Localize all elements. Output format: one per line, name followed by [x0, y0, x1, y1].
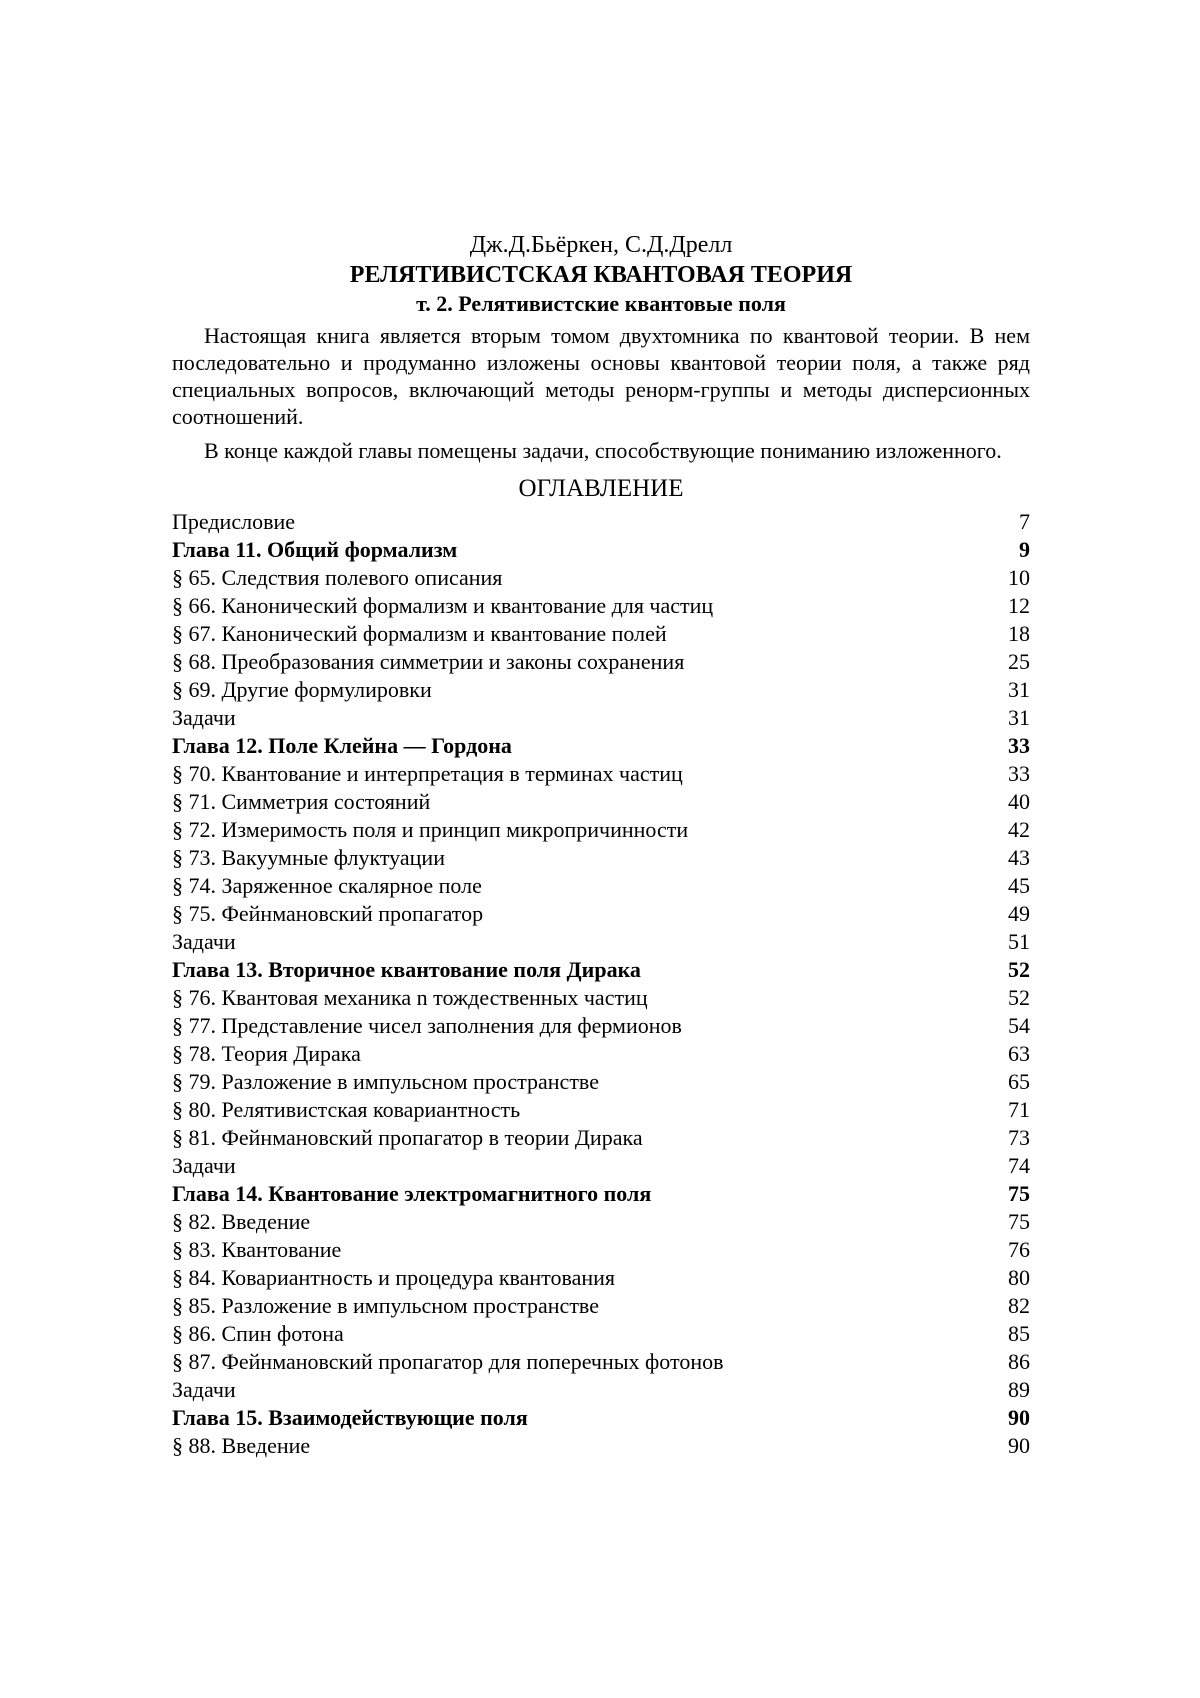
toc-entry-row: [172, 1432, 1030, 1460]
toc-page-number: 18: [1008, 621, 1030, 646]
toc-entry-row: [172, 592, 1030, 620]
toc-page-number: 43: [1008, 845, 1030, 870]
toc-entry-row: [172, 872, 1030, 900]
toc-page-number: 31: [1008, 705, 1030, 730]
toc-entry-row: [172, 844, 1030, 872]
toc-page-number: 52: [1008, 957, 1030, 982]
toc-page-number: 82: [1008, 1293, 1030, 1318]
table-of-contents: [172, 508, 1030, 1460]
toc-page-number: 65: [1008, 1069, 1030, 1094]
toc-entry-title: § 75. Фейнмановский пропагатор: [172, 901, 484, 926]
toc-page-number: 51: [1008, 929, 1030, 954]
toc-chapter-row: [172, 1180, 1030, 1208]
toc-entry-title: § 74. Заряженное скалярное поле: [172, 873, 482, 898]
toc-heading: ОГЛАВЛЕНИЕ: [518, 475, 684, 502]
toc-entry-title: § 77. Представление чисел заполнения для фермионов: [172, 1013, 682, 1038]
toc-entry-row: [172, 1264, 1030, 1292]
toc-entry-title: § 71. Симметрия состояний: [172, 789, 431, 814]
toc-page-number: 89: [1008, 1377, 1030, 1402]
toc-entry-row: [172, 1068, 1030, 1096]
toc-entry-row: [172, 1292, 1030, 1320]
toc-page-number: 10: [1008, 565, 1030, 590]
toc-entry-title: § 86. Спин фотона: [172, 1321, 344, 1346]
toc-entry-title: § 72. Измеримость поля и принцип микропричинности: [172, 817, 689, 842]
toc-chapter-row: [172, 1404, 1030, 1432]
toc-page-number: 63: [1008, 1041, 1030, 1066]
toc-entry-title: Задачи: [172, 705, 236, 730]
toc-entry-title: § 76. Квантовая механика n тождественных частиц: [172, 985, 648, 1010]
toc-entry-row: [172, 508, 1030, 536]
toc-entry-row: [172, 900, 1030, 928]
toc-page-number: 90: [1008, 1433, 1030, 1458]
toc-page-number: 45: [1008, 873, 1030, 898]
toc-entry-row: [172, 1012, 1030, 1040]
toc-page-number: 90: [1008, 1405, 1030, 1430]
toc-entry-title: Глава 15. Взаимодействующие поля: [172, 1405, 528, 1430]
toc-page-number: 75: [1008, 1209, 1030, 1234]
toc-entry-title: Задачи: [172, 1153, 236, 1178]
toc-entry-row: [172, 676, 1030, 704]
toc-entry-row: [172, 984, 1030, 1012]
toc-page-number: 85: [1008, 1321, 1030, 1346]
toc-entry-row: [172, 704, 1030, 732]
toc-chapter-row: [172, 956, 1030, 984]
description-paragraph: В конце каждой главы помещены задачи, способствующие пониманию изложенного.: [204, 438, 1002, 463]
toc-entry-title: § 78. Теория Дирака: [172, 1041, 361, 1066]
book-title: РЕЛЯТИВИСТСКАЯ КВАНТОВАЯ ТЕОРИЯ: [349, 262, 853, 288]
toc-page-number: 9: [1019, 537, 1030, 562]
toc-page-number: 80: [1008, 1265, 1030, 1290]
toc-entry-row: [172, 1208, 1030, 1236]
toc-entry-title: § 65. Следствия полевого описания: [172, 565, 503, 590]
toc-chapter-row: [172, 536, 1030, 564]
book-subtitle: т. 2. Релятивистские квантовые поля: [416, 291, 786, 316]
toc-page-number: 31: [1008, 677, 1030, 702]
toc-page-number: 7: [1019, 509, 1030, 534]
toc-entry-title: § 85. Разложение в импульсном пространстве: [172, 1293, 599, 1318]
toc-entry-title: § 66. Канонический формализм и квантование для частиц: [172, 593, 714, 618]
toc-entry-title: § 69. Другие формулировки: [172, 677, 432, 702]
toc-entry-title: § 70. Квантование и интерпретация в терминах частиц: [172, 761, 683, 786]
toc-entry-title: § 67. Канонический формализм и квантование полей: [172, 621, 667, 646]
toc-entry-row: [172, 760, 1030, 788]
book-authors: Дж.Д.Бьёркен, С.Д.Дрелл: [469, 232, 733, 258]
toc-entry-row: [172, 648, 1030, 676]
toc-entry-row: [172, 1096, 1030, 1124]
toc-page-number: 86: [1008, 1349, 1030, 1374]
toc-page-number: 71: [1008, 1097, 1030, 1122]
toc-page-number: 52: [1008, 985, 1030, 1010]
toc-chapter-row: [172, 732, 1030, 760]
toc-page-number: 74: [1008, 1153, 1030, 1178]
toc-entry-title: § 88. Введение: [172, 1433, 311, 1458]
toc-entry-title: Предисловие: [172, 509, 295, 534]
toc-entry-row: [172, 564, 1030, 592]
toc-page-number: 33: [1008, 761, 1030, 786]
toc-page-number: 33: [1008, 733, 1030, 758]
toc-page-number: 76: [1008, 1237, 1030, 1262]
toc-entry-row: [172, 620, 1030, 648]
toc-entry-title: § 87. Фейнмановский пропагатор для поперечных фотонов: [172, 1349, 724, 1374]
toc-page-number: 75: [1008, 1181, 1030, 1206]
toc-entry-row: [172, 1040, 1030, 1068]
toc-entry-title: § 82. Введение: [172, 1209, 311, 1234]
toc-page-number: 25: [1008, 649, 1030, 674]
toc-entry-title: § 83. Квантование: [172, 1237, 342, 1262]
toc-entry-title: Глава 12. Поле Клейна — Гордона: [172, 733, 512, 758]
toc-entry-title: § 73. Вакуумные флуктуации: [172, 845, 445, 870]
toc-entry-row: [172, 788, 1030, 816]
toc-page-number: 49: [1008, 901, 1030, 926]
toc-entry-row: [172, 1348, 1030, 1376]
description-paragraph: Настоящая книга является вторым томом двухтомника по квантовой теории. В нем последовательно и продуманно изложены основы квантовой теории поля, а также ряд специальных вопросов, включающий методы ренорм-группы и методы дисперсионных соотношений.: [172, 323, 1030, 429]
toc-entry-row: [172, 816, 1030, 844]
toc-entry-title: Глава 14. Квантование электромагнитного поля: [172, 1181, 652, 1206]
toc-entry-row: [172, 1376, 1030, 1404]
toc-entry-row: [172, 1124, 1030, 1152]
toc-entry-title: Задачи: [172, 929, 236, 954]
toc-entry-row: [172, 1236, 1030, 1264]
toc-entry-title: § 79. Разложение в импульсном пространстве: [172, 1069, 599, 1094]
toc-entry-row: [172, 1152, 1030, 1180]
toc-page-number: 12: [1008, 593, 1030, 618]
toc-entry-row: [172, 928, 1030, 956]
toc-page-number: 54: [1008, 1013, 1030, 1038]
toc-entry-row: [172, 1320, 1030, 1348]
toc-entry-title: § 68. Преобразования симметрии и законы сохранения: [172, 649, 685, 674]
toc-entry-title: Глава 13. Вторичное квантование поля Дирака: [172, 957, 641, 982]
toc-entry-title: Задачи: [172, 1377, 236, 1402]
toc-page-number: 73: [1008, 1125, 1030, 1150]
toc-page-number: 42: [1008, 817, 1030, 842]
page-content: [172, 230, 1030, 1460]
toc-page-number: 40: [1008, 789, 1030, 814]
toc-entry-title: § 80. Релятивистская ковариантность: [172, 1097, 521, 1122]
toc-entry-title: § 81. Фейнмановский пропагатор в теории Дирака: [172, 1125, 643, 1150]
toc-entry-title: Глава 11. Общий формализм: [172, 537, 458, 562]
toc-entry-title: § 84. Ковариантность и процедура квантования: [172, 1265, 616, 1290]
